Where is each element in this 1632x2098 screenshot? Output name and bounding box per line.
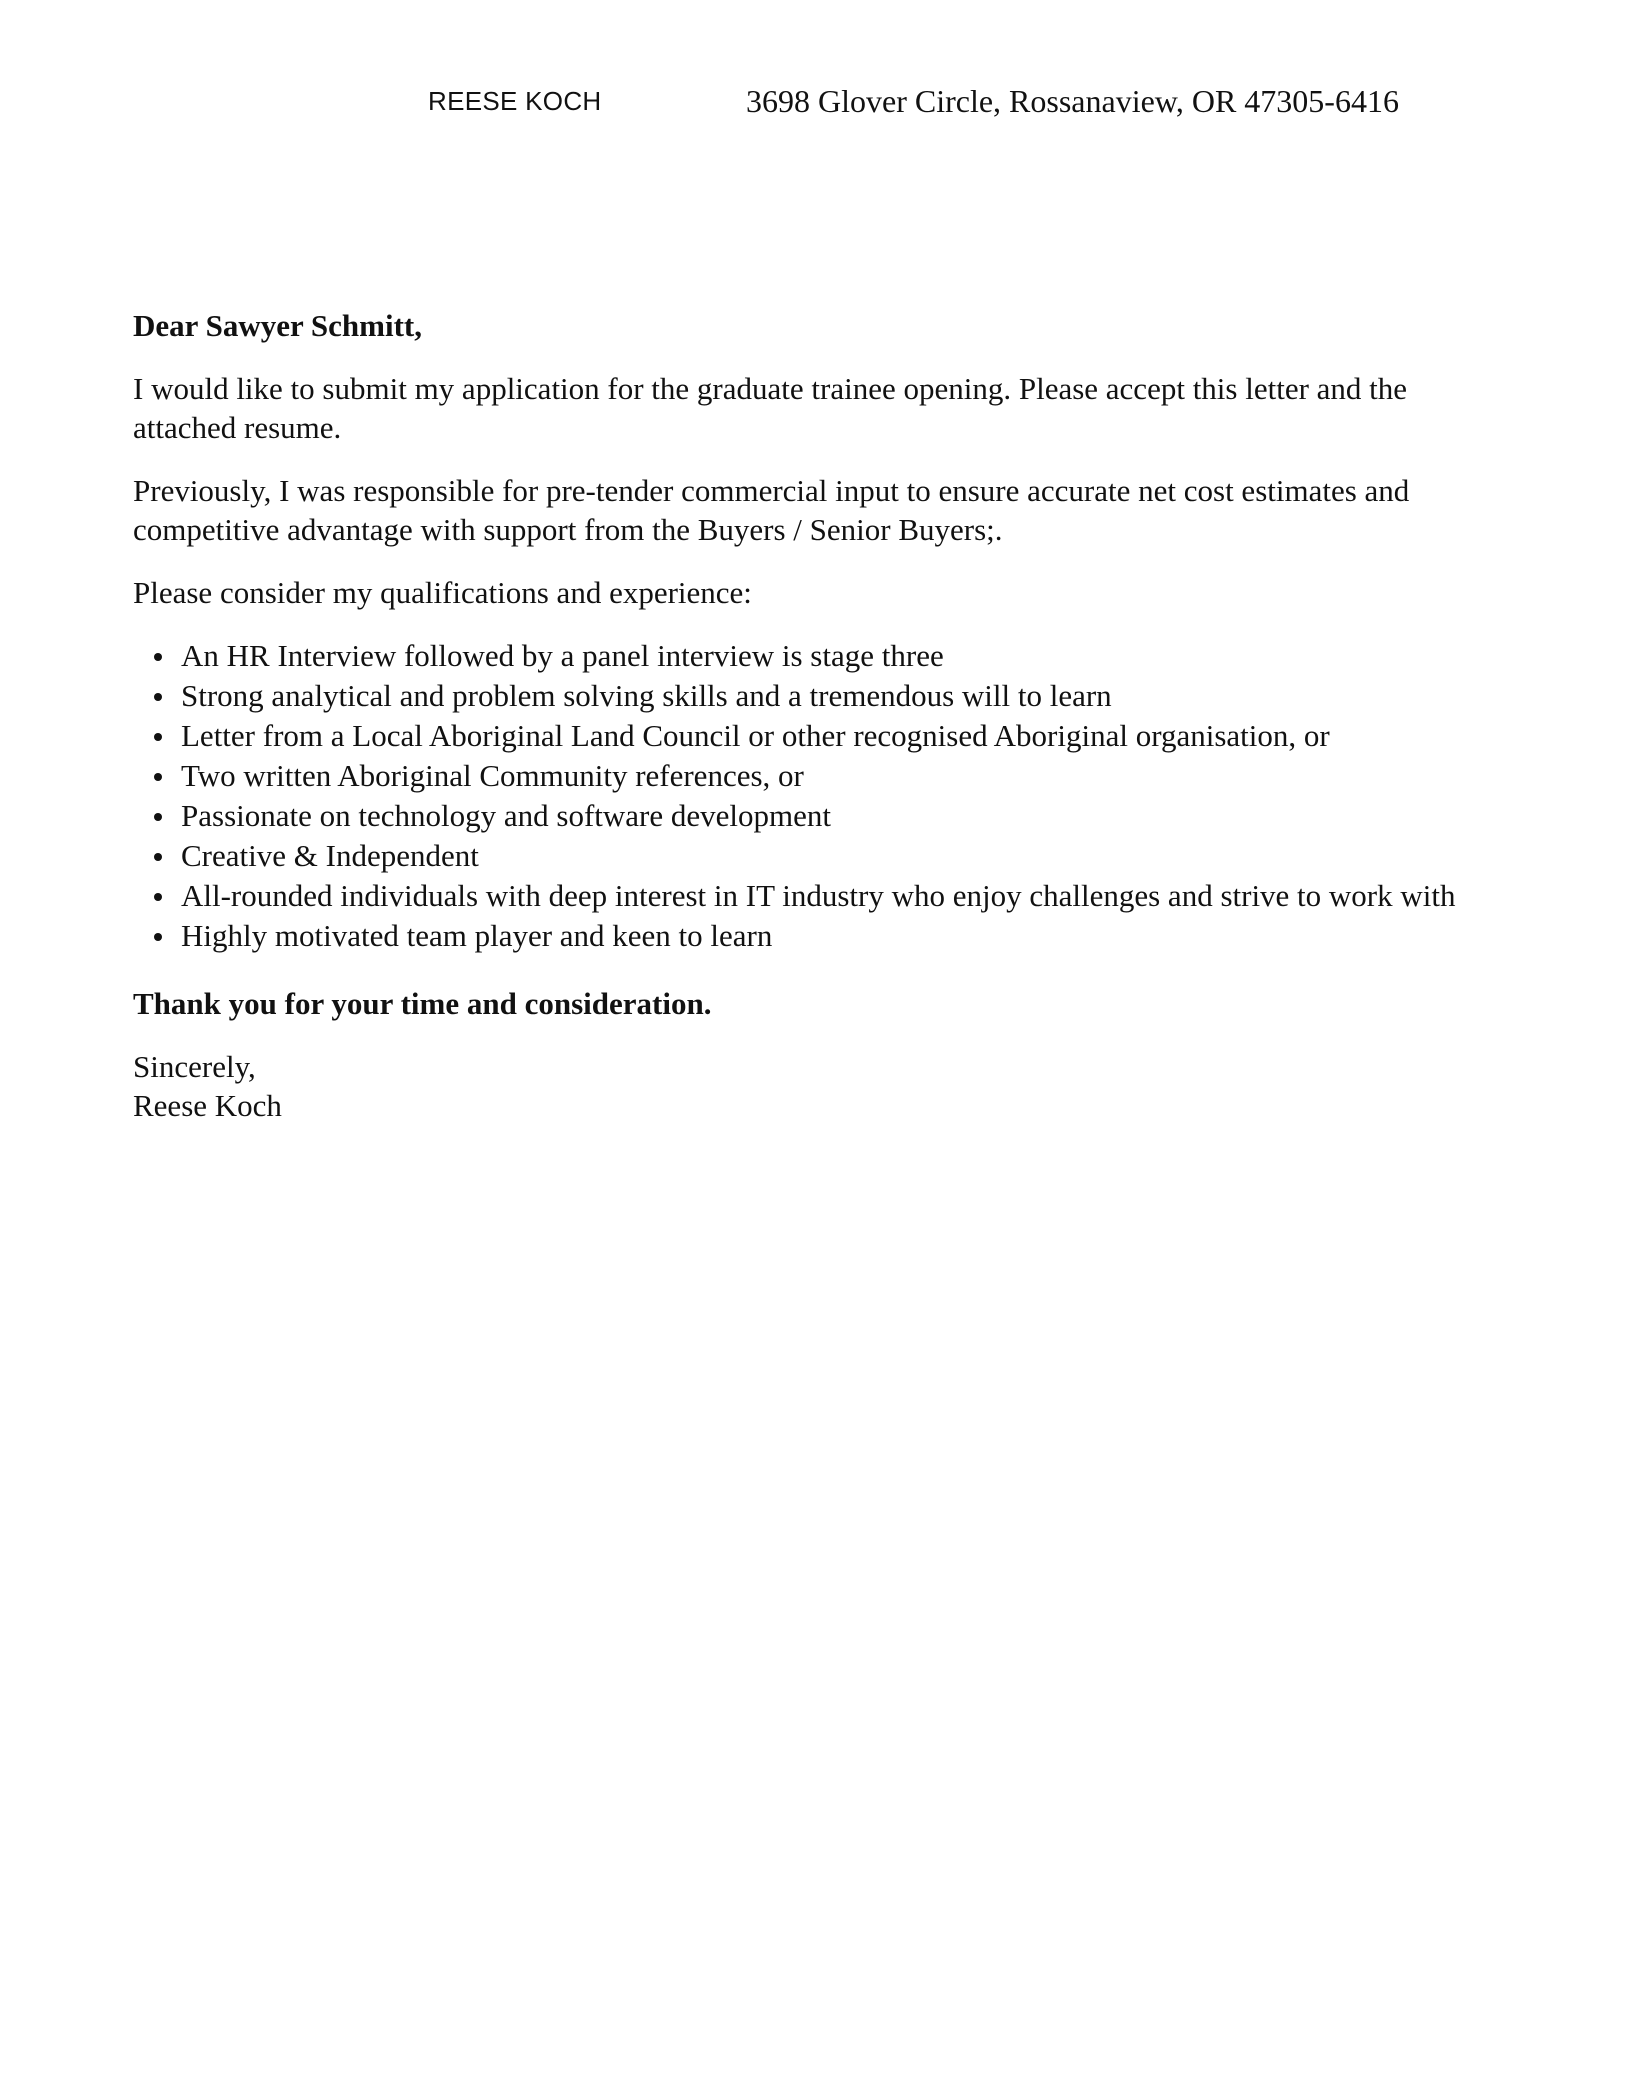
bullet-icon (154, 853, 162, 861)
list-item-text: An HR Interview followed by a panel interview is stage three (181, 638, 944, 673)
bullet-icon (154, 693, 162, 701)
list-item (133, 876, 1473, 916)
letter-body (133, 306, 1473, 1125)
list-item-text: Passionate on technology and software development (181, 798, 831, 833)
list-item (133, 756, 1473, 796)
list-item (133, 836, 1473, 876)
sender-name: REESE KOCH (428, 86, 602, 116)
bullet-icon (154, 813, 162, 821)
experience-paragraph: Previously, I was responsible for pre-tender commercial input to ensure accurate net cost estimates and competitive advantage with support from the Buyers / Senior Buyers;. (133, 473, 1410, 547)
bullet-icon (154, 893, 162, 901)
list-item (133, 916, 1473, 956)
signature-name: Reese Koch (133, 1088, 282, 1123)
list-item (133, 636, 1473, 676)
list-item-text: Two written Aboriginal Community references, or (181, 758, 804, 793)
bullet-icon (154, 733, 162, 741)
sender-address: 3698 Glover Circle, Rossanaview, OR 47305-6416 (746, 83, 1399, 119)
bullet-icon (154, 933, 162, 941)
list-item-text: Creative & Independent (181, 838, 479, 873)
list-item-text: Strong analytical and problem solving skills and a tremendous will to learn (181, 678, 1112, 713)
list-item-text: Highly motivated team player and keen to learn (181, 918, 773, 953)
list-item (133, 676, 1473, 716)
signoff: Sincerely, (133, 1049, 256, 1084)
bullet-icon (154, 653, 162, 661)
list-item (133, 796, 1473, 836)
list-item-text: All-rounded individuals with deep interest in IT industry who enjoy challenges and strive to work with (181, 878, 1456, 913)
closing-line: Thank you for your time and consideration. (133, 986, 712, 1021)
salutation: Dear Sawyer Schmitt, (133, 308, 423, 343)
bullet-icon (154, 773, 162, 781)
intro-paragraph: I would like to submit my application for the graduate trainee opening. Please accept this letter and the attached resume. (133, 371, 1408, 445)
list-item-text: Letter from a Local Aboriginal Land Council or other recognised Aboriginal organisation, or (181, 718, 1330, 753)
qualifications-list (133, 636, 1473, 956)
list-item (133, 716, 1473, 756)
qualifications-lead: Please consider my qualifications and experience: (133, 575, 752, 610)
